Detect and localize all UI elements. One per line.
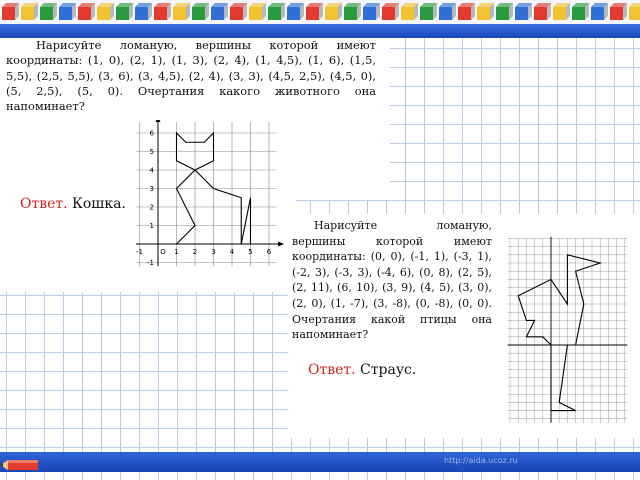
bottom-blue-bar <box>0 452 640 472</box>
toy-cube <box>401 7 414 20</box>
answer2-label: Ответ. <box>308 362 356 378</box>
y-tick-label: 6 <box>149 129 154 138</box>
x-axis-arrow <box>278 242 284 247</box>
toy-cube <box>287 7 300 20</box>
x-tick-label: O <box>160 248 166 256</box>
task1-text: Нарисуйте ломаную, вершины которой имеют координаты: (1, 0), (2, 1), (1, 3), (2, 4), (1, 4,5), (1, 6), (1,5, 5,5), (2,5, 5,5), (3, 6), (3, 4,5), (2, 4), (3, 3), (4,5, 2,5), (4,5, 0), (5, 2,5), (5, 0). Очертания какого животного она напоминает? <box>6 38 376 114</box>
toy-cube <box>477 7 490 20</box>
ostrich-coordinate-plot <box>504 228 632 430</box>
y-tick-label: 5 <box>149 148 154 156</box>
toy-cube <box>230 7 243 20</box>
toy-cube <box>591 7 604 20</box>
toy-cube <box>420 7 433 20</box>
toy-cube <box>97 7 110 20</box>
footer-url: http://aida.ucoz.ru <box>444 456 518 465</box>
toy-cube <box>363 7 376 20</box>
toy-cube <box>344 7 357 20</box>
task1-answer <box>20 196 126 212</box>
toy-cube <box>40 7 53 20</box>
toy-cube <box>534 7 547 20</box>
y-tick-label: 4 <box>149 166 154 175</box>
toy-cube <box>439 7 452 20</box>
pencil-icon <box>0 456 40 474</box>
x-tick-label: 2 <box>192 248 198 256</box>
toy-cube <box>458 7 471 20</box>
answer1-value: Кошка. <box>72 196 126 212</box>
x-tick-label: -1 <box>136 248 143 256</box>
top-blue-bar <box>0 24 640 38</box>
x-tick-label: 3 <box>211 248 216 256</box>
task2-text: Нарисуйте ломаную, вершины которой имеют координаты: (0, 0), (-1, 1), (-3, 1), (-2, 3), (-3, 3), (-4, 6), (0, 8), (2, 5), (2, 11), (6, 10), (3, 9), (4, 5), (3, 0), (2, 0), (1, -7), (3, -8), (0, -8), (0, 0). Очертания какой птицы она напоминает? <box>292 219 492 342</box>
decorative-cubes-strip <box>0 0 640 24</box>
x-tick-label: 6 <box>266 248 272 256</box>
toy-cube <box>306 7 319 20</box>
toy-cube <box>610 7 623 20</box>
toy-cube <box>249 7 262 20</box>
toy-cube <box>382 7 395 20</box>
toy-cube <box>515 7 528 20</box>
toy-cube-top <box>629 3 640 7</box>
toy-cube <box>59 7 72 20</box>
answer2-value: Страус. <box>360 362 417 378</box>
toy-cube <box>154 7 167 20</box>
toy-cube <box>496 7 509 20</box>
y-axis-arrow <box>156 120 161 122</box>
toy-cube <box>268 7 281 20</box>
toy-cube <box>21 7 34 20</box>
toy-cube <box>553 7 566 20</box>
toy-cube <box>2 7 15 20</box>
toy-cube <box>192 7 205 20</box>
answer1-label: Ответ. <box>20 196 68 212</box>
x-tick-label: 5 <box>248 248 253 256</box>
y-tick-label: -1 <box>147 259 154 267</box>
toy-cube <box>325 7 338 20</box>
x-tick-label: 1 <box>174 248 179 256</box>
toy-cube <box>135 7 148 20</box>
toy-cube <box>629 7 640 20</box>
toy-cube <box>78 7 91 20</box>
y-tick-label: 1 <box>149 222 154 230</box>
y-tick-label: 2 <box>149 203 154 212</box>
toy-cube <box>572 7 585 20</box>
x-tick-label: 4 <box>229 248 235 256</box>
toy-cube <box>116 7 129 20</box>
task2-answer <box>308 362 416 378</box>
toy-cube <box>173 7 186 20</box>
toy-cube <box>211 7 224 20</box>
y-tick-label: 3 <box>149 185 154 193</box>
cat-coordinate-plot <box>136 120 284 270</box>
